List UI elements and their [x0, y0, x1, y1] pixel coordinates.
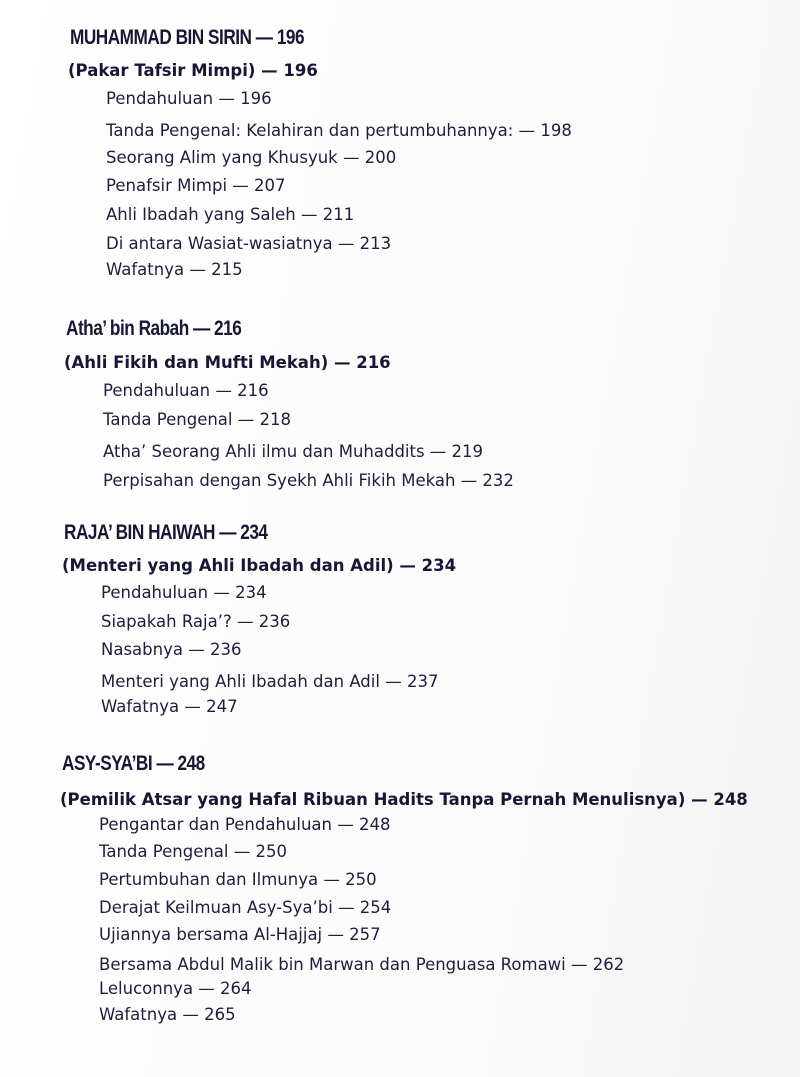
toc-entry: Pengantar dan Pendahuluan — 248	[99, 815, 391, 834]
toc-entry: Wafatnya — 215	[106, 260, 243, 279]
toc-entry: Wafatnya — 247	[101, 697, 238, 716]
section-subtitle: (Ahli Fikih dan Mufti Mekah) — 216	[64, 353, 391, 372]
section-heading: Atha’ bin Rabah — 216	[66, 317, 242, 340]
toc-entry: Nasabnya — 236	[101, 640, 242, 659]
section-heading: ASY-SYA’BI — 248	[62, 752, 205, 775]
toc-entry: Siapakah Raja’? — 236	[101, 612, 291, 631]
toc-entry: Atha’ Seorang Ahli ilmu dan Muhaddits — 219	[103, 442, 484, 461]
toc-entry: Derajat Keilmuan Asy-Sya’bi — 254	[99, 898, 392, 917]
toc-entry: Penafsir Mimpi — 207	[106, 176, 286, 195]
section-heading: MUHAMMAD BIN SIRIN — 196	[70, 26, 305, 49]
toc-entry: Perpisahan dengan Syekh Ahli Fikih Mekah — 232	[103, 471, 514, 490]
toc-entry: Di antara Wasiat-wasiatnya — 213	[106, 234, 392, 253]
toc-entry: Pendahuluan — 196	[106, 89, 272, 108]
toc-entry: Pendahuluan — 216	[103, 381, 269, 400]
toc-entry: Bersama Abdul Malik bin Marwan dan Penguasa Romawi — 262	[99, 955, 625, 974]
toc-entry: Leluconnya — 264	[99, 979, 252, 998]
section-subtitle: (Menteri yang Ahli Ibadah dan Adil) — 234	[62, 556, 457, 575]
toc-entry: Wafatnya — 265	[99, 1005, 236, 1024]
toc-entry: Pertumbuhan dan Ilmunya — 250	[99, 870, 377, 889]
toc-entry: Seorang Alim yang Khusyuk — 200	[106, 148, 397, 167]
toc-entry: Menteri yang Ahli Ibadah dan Adil — 237	[101, 672, 439, 691]
toc-entry: Tanda Pengenal: Kelahiran dan pertumbuhannya: — 198	[106, 121, 572, 140]
toc-entry: Ahli Ibadah yang Saleh — 211	[106, 205, 355, 224]
section-subtitle: (Pemilik Atsar yang Hafal Ribuan Hadits Tanpa Pernah Menulisnya) — 248	[60, 790, 748, 809]
toc-entry: Pendahuluan — 234	[101, 583, 267, 602]
toc-entry: Tanda Pengenal — 218	[103, 410, 291, 429]
section-heading: RAJA’ BIN HAIWAH — 234	[64, 521, 268, 544]
toc-entry: Tanda Pengenal — 250	[99, 842, 287, 861]
toc-entry: Ujiannya bersama Al-Hajjaj — 257	[99, 925, 381, 944]
section-subtitle: (Pakar Tafsir Mimpi) — 196	[68, 61, 318, 80]
